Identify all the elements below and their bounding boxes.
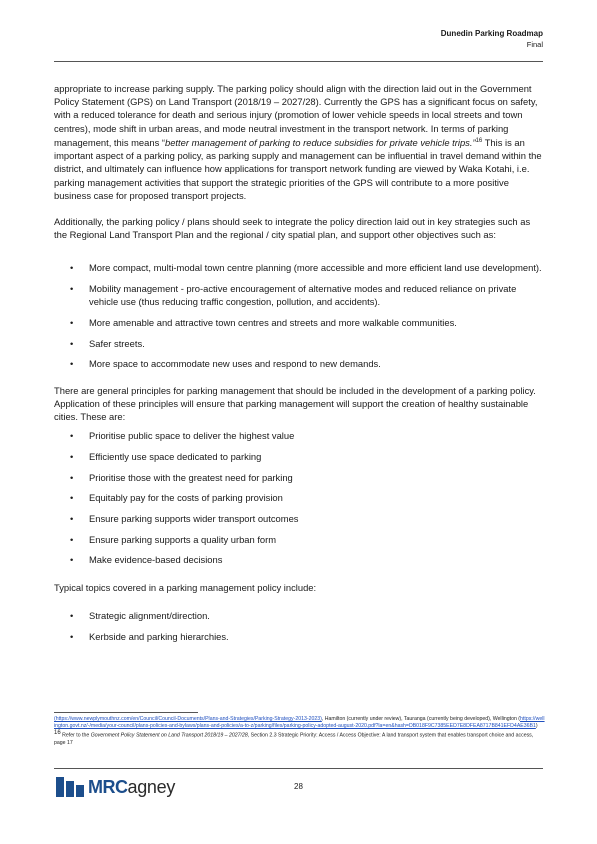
bullet-icon: • (70, 283, 74, 295)
footnote-link[interactable]: (https://www.newplymouthnz.com/en/Council/Council-Documents/Plans-and-Strategies/Parking-Strategy-2013-2023) (54, 716, 322, 722)
logo-text-mrc: MRC (88, 776, 128, 797)
list-item (54, 491, 545, 504)
list-item-text: Kerbside and parking hierarchies. (89, 630, 229, 642)
list-item-text: Make evidence-based decisions (89, 554, 223, 566)
list-item (54, 533, 545, 546)
topics-list (54, 609, 545, 643)
paragraph-text: This is an important aspect of a parking policy, as parking supply and management can be influential in travel demand within the district, and ultimately can influence how applications for transport network funding are viewed by Waka Kotahi, i.e. parking management activities that support the strategic priorities of the GPS will contribute to a more positive business case for proposed transport projects. (54, 136, 542, 201)
bullet-icon: • (70, 316, 74, 328)
bullet-icon: • (70, 513, 74, 524)
objectives-list (54, 261, 545, 370)
bullet-icon: • (70, 358, 74, 370)
bullet-icon: • (70, 450, 74, 462)
list-item (54, 630, 545, 643)
bullet-icon: • (70, 609, 74, 621)
bullet-icon: • (70, 262, 74, 274)
list-item-text: More space to accommodate new uses and respond to new demands. (89, 358, 381, 370)
footnote-text: , Hamilton (currently under review), Tauranga (currently being developed), Wellington ( (321, 716, 521, 722)
footer-divider (54, 768, 543, 769)
list-item-text: More amenable and attractive town centres and streets and more walkable communities. (89, 316, 457, 328)
logo-text-agney: agney (127, 776, 176, 797)
list-item (54, 282, 545, 308)
list-item-text: Mobility management - pro-active encouragement of alternative modes and reduced reliance on private vehicle use (thus reducing traffic congestion, pollution, and accidents). (89, 283, 517, 308)
list-item-text: Prioritise public space to deliver the highest value (89, 430, 295, 442)
list-item-text: More compact, multi-modal town centre planning (more accessible and more efficient land use development). (89, 262, 542, 274)
paragraph-topics: Typical topics covered in a parking management policy include: (54, 581, 317, 593)
list-item-text: Efficiently use space dedicated to parking (89, 450, 262, 462)
list-item (54, 261, 545, 274)
list-item (54, 512, 545, 525)
footnote-number: 16 (54, 730, 61, 736)
bullet-icon: • (70, 554, 74, 566)
paragraph-principles: There are general principles for parking management that should be included in the development of a parking policy. Application of these principles will ensure that parking management will support the creation of healthy sustainable cities. These are: (54, 384, 536, 422)
bullet-icon: • (70, 471, 74, 483)
page-number: 28 (294, 782, 303, 791)
list-item-text: Ensure parking supports wider transport outcomes (89, 513, 299, 524)
list-item (54, 450, 545, 463)
footnote-text: Section 2.3 Strategic Priority: Access / Access Objective: A land transport system that enables transport choice and access, page 17 (54, 732, 534, 746)
footnote-16 (54, 730, 545, 747)
footnote-text: ) (535, 723, 538, 729)
list-item (54, 429, 545, 442)
footnote-ref[interactable]: 16 (475, 137, 483, 144)
footnote-link[interactable]: https://wellington.govt.nz/-/media/your-council/plans-policies-and-bylaws/plans-and-policies/a-to-z/parking/files/parking-policy-adopted-august-2020.pdf?la=en&hash=DB018F9C7385EED7E8DFEA8717B841EFD4AE36B1 (54, 716, 545, 729)
bullet-icon: • (70, 492, 74, 504)
paragraph-text: appropriate to increase parking supply. The parking policy should align with the direction laid out in the Government Policy Statement (GPS) on Land Transport (2018/19 – 2027/28). Currently the GPS has a significant focus on safety, with a reduced tolerance for death and serious injury (promotion of lower vehicle speeds in local streets and town centres), mode shift in urban areas, and mode neutral investment in the transport network. In terms of parking management, this means “ (54, 83, 538, 148)
quoted-text: better management of parking to reduce subsidies for private vehicle trips.” (165, 136, 476, 148)
list-item-text: Ensure parking supports a quality urban form (89, 533, 277, 545)
document-status: Final (526, 40, 543, 49)
footnote-title: Government Policy Statement on Land Transport 2018/19 – 2027/28, (90, 732, 250, 739)
list-item (54, 553, 545, 566)
list-item (54, 337, 545, 350)
principles-list (54, 429, 545, 566)
paragraph-strategies: Additionally, the parking policy / plans should seek to integrate the policy direction laid out in key strategies such as the Regional Land Transport Plan and the regional / city spatial plan, and support other objectives such as: (54, 215, 531, 241)
footnote-continued (54, 716, 545, 730)
list-item-text: Prioritise those with the greatest need for parking (89, 471, 293, 483)
footnote-divider (54, 712, 198, 713)
main-content (54, 82, 545, 650)
list-item-text: Equitably pay for the costs of parking provision (89, 492, 283, 504)
list-item-text: Safer streets. (89, 337, 145, 349)
bullet-icon: • (70, 337, 74, 349)
list-item (54, 357, 545, 370)
paragraph-gps-alignment (54, 82, 545, 202)
bullet-icon: • (70, 430, 74, 442)
header-divider (54, 61, 543, 62)
list-item-text: Strategic alignment/direction. (89, 609, 210, 621)
bullet-icon: • (70, 630, 74, 642)
list-item (54, 471, 545, 484)
list-item (54, 316, 545, 329)
footnote-text: Refer to the (60, 732, 91, 739)
footnotes (54, 716, 545, 747)
page-header (441, 28, 543, 50)
document-title: Dunedin Parking Roadmap (440, 29, 543, 38)
list-item (54, 609, 545, 622)
bullet-icon: • (70, 533, 74, 545)
